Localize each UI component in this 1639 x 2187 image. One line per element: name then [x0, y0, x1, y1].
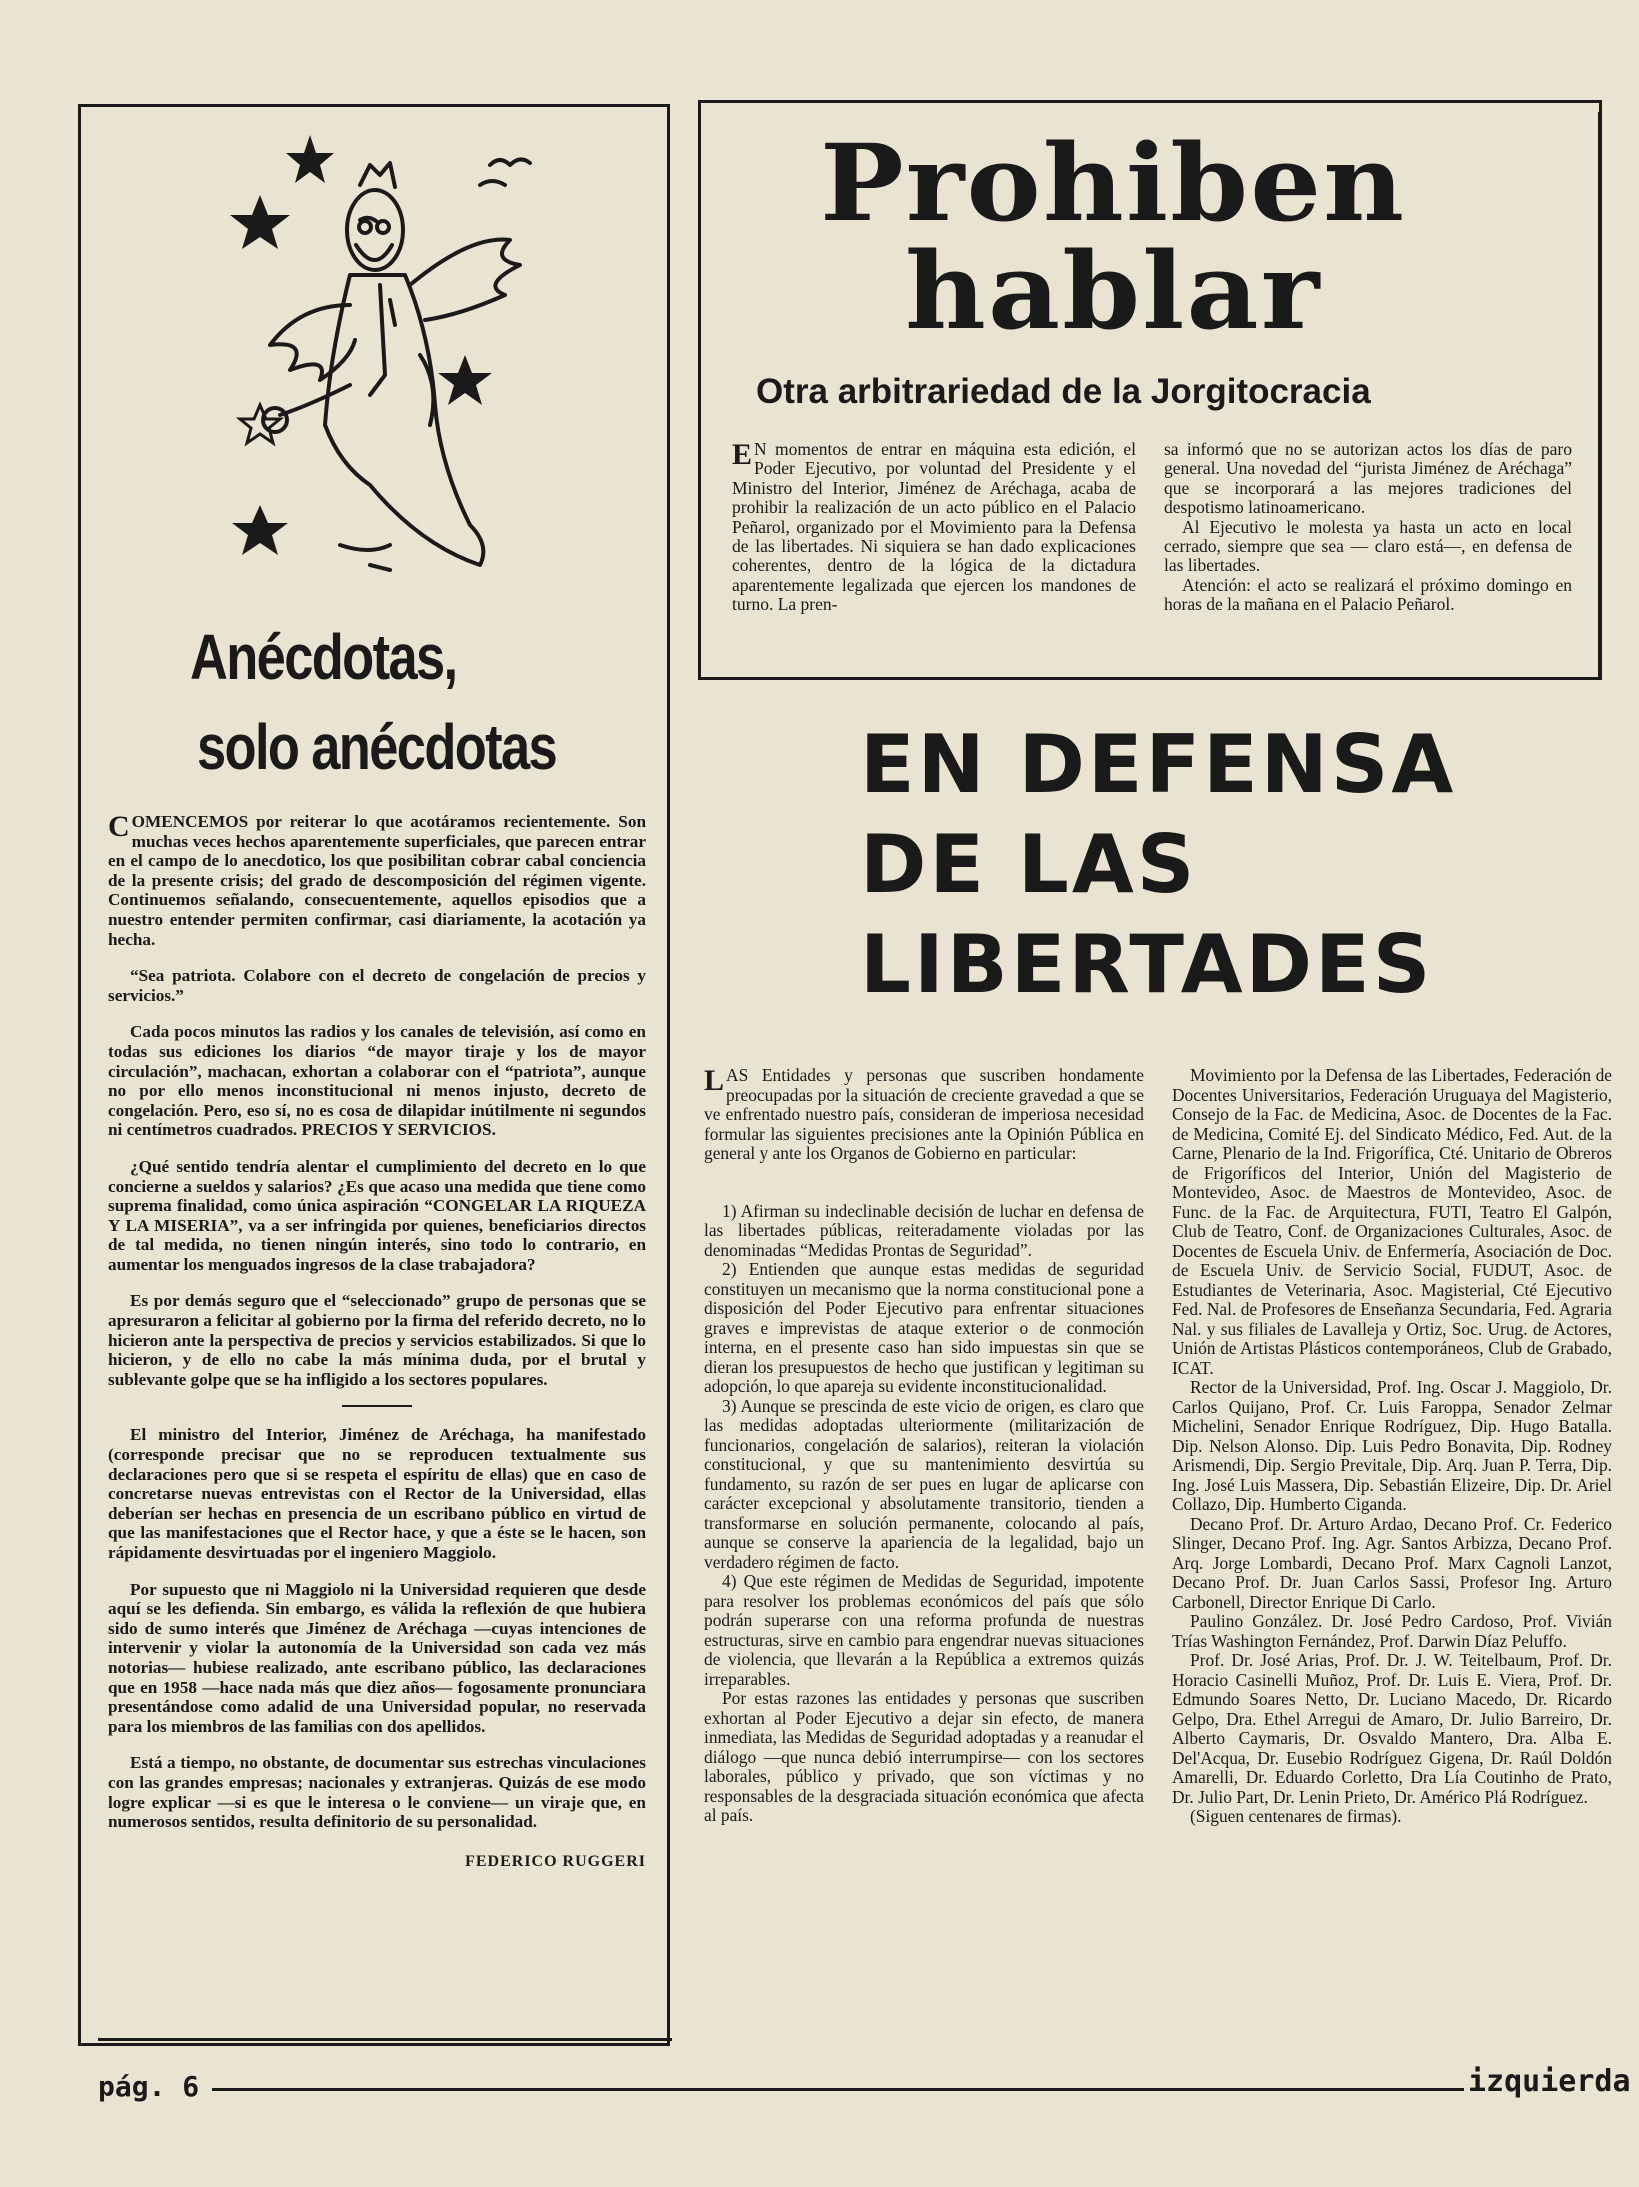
top-col1-text: N momentos de entrar en máquina esta edición, el Poder Ejecutivo, por voluntad del Presidente y el Ministro del Interior, Jiménez de Aréchaga, acaba de prohibir la realización de un acto público en el Palacio Peñarol, organizado por el Movimiento para la Defensa de las libertades. Ni siquiera se han dado explicaciones coherentes, dentro de la lógica de la dictadura aparentemente legalizada que ejercen los mandones de turno. La pren- — [732, 439, 1136, 615]
page-number: pág. 6 — [98, 2070, 200, 2103]
defensa-col2-p1: Movimiento por la Defensa de las Libertades, Federación de Docentes Universitarios, Federación Uruguaya del Magisterio, Consejo de la Fac. de Medicina, Asoc. de Docentes de la Fac. de Medicina, Comité Ej. del Sindicato Médico, Fed. Aut. de la Carne, Plenario de la Ind. Frigorífica, Cté. Unitario de Obreros de Frigoríficos del Interior, Unión del Magisterio de Montevideo, Asoc. de Maestros de Montevideo, Asoc. de Func. de la Fac. de Arquitectura, FUTI, Teatro El Galpón, Club de Teatro, Conf. de Organizaciones Culturales, Asoc. de Docentes de Escuela Univ. de Enfermería, Asociación de Doc. de Escuela Univ. de Servicio Social, FUDUT, Asoc. de Estudiantes de Veterinaria, Asoc. Magisterial, Cté Ejecutivo Fed. Nal. de Profesores de Enseñanza Secundaria, Fed. Agraria Nal. y sus filiales de Lavalleja y Ortiz, Soc. Urug. de Actores, Unión de Artistas Plásticos contemporáneos, Club de Grabado, ICAT. — [1172, 1065, 1612, 1378]
defensa-col1-p3: 2) Entienden que aunque estas medidas de seguridad constituyen un mecanismo que la norma constitucional pone a disposición del Poder Ejecutivo para enfrentar situaciones graves e imprevistas de ataque exterior o de conmoción interna, en el presente caso han sido impuestas sin que se dieran los presupuestos de hecho que justifican y legitiman su adopción, lo que apareja su evidente inconstitucionalidad. — [704, 1259, 1144, 1396]
top-col2-p2: Al Ejecutivo le molesta ya hasta un acto en local cerrado, siempre que sea — claro está—, en defensa de las libertades. — [1164, 516, 1572, 576]
top-col2-p1: sa informó que no se autorizan actos los días de paro general. Una novedad del “jurista Jiménez de Aréchaga” que se incorporará a las mejores tradiciones del despotismo latinoamericano. — [1164, 439, 1572, 518]
left-paragraph-6: El ministro del Interior, Jiménez de Aréchaga, ha manifestado (corresponde precisar que no se reproducen textualmente sus declaraciones pero que si se respeta el espíritu de ellas) que en caso de concretarse nuevas entrevistas con el Rector de la Universidad, ellas deberían ser hechas en presencia de un escribano público en virtud de que las manifestaciones que el Rector hace, y que a éste se le hacen, son rápidamente desvirtuadas por el ingeniero Maggiolo. — [108, 1425, 646, 1562]
left-article-inner-rule — [98, 2038, 672, 2041]
defensa-headline-line3: LIBERTADES — [860, 918, 1434, 1011]
defensa-col1-p2: 1) Afirman su indeclinable decisión de luchar en defensa de las libertades públicas, reiteradamente violadas por las denominadas “Medidas Prontas de Seguridad”. — [704, 1200, 1144, 1260]
defensa-col1 — [704, 1066, 1144, 1826]
top-article-subtitle: Otra arbitrariedad de la Jorgitocracia — [756, 372, 1371, 411]
defensa-col2-p4: Paulino González. Dr. José Pedro Cardoso, Prof. Vivián Trías Washington Fernández, Prof. Darwin Díaz Peluffo. — [1172, 1611, 1612, 1651]
defensa-col2-p5: Prof. Dr. José Arias, Prof. Dr. J. W. Teitelbaum, Prof. Dr. Horacio Casinelli Muñoz, Prof. Dr. Luis E. Viera, Prof. Dr. Edmundo Soares Netto, Dr. Luciano Macedo, Dr. Ricardo Gelpo, Dra. Ethel Arregui de Amaro, Dr. Julio Barreiro, Dr. Alberto Caymaris, Dr. Osvaldo Mantero, Dra. Alba E. Del'Acqua, Dr. Eusebio Rodríguez Gigena, Dr. Raúl Doldón Amarelli, Dr. Eduardo Corletto, Dra Lía Coutinho de Prato, Dr. Julio Part, Dr. Lenin Prieto, Dr. Américo Plá Rodríguez. — [1172, 1650, 1612, 1807]
publication-name: izquierda — [1468, 2064, 1631, 2099]
defensa-col2 — [1172, 1066, 1612, 1827]
defensa-col2-p3: Decano Prof. Dr. Arturo Ardao, Decano Prof. Cr. Federico Slinger, Decano Prof. Ing. Agr. Santos Arbizza, Decano Prof. Arq. Jorge Lombardi, Decano Prof. Marx Cagnoli Lanzot, Decano Prof. Dr. Juan Carlos Sassi, Profesor Ing. Arturo Carbonell, Director Enrique Di Carlo. — [1172, 1513, 1612, 1612]
left-paragraph-1: OMENCEMOS por reiterar lo que acotáramos recientemente. Son muchas veces hechos aparentemente superficiales, que parecen entrar en el campo de lo anecdotico, los que posibilitan cobrar cabal conciencia de la presente crisis; del grado de descomposición del régimen vigente. Continuemos señalando, consecuentemente, aquellos episodios que a nuestro entender permiten confirmar, casi diariamente, la acotación ya hecha. — [108, 812, 646, 949]
defensa-col2-p6: (Siguen centenares de firmas). — [1190, 1806, 1402, 1826]
top-article-col1 — [732, 440, 1136, 615]
top-article-col2 — [1164, 440, 1572, 615]
defensa-col1-p5: 4) Que este régimen de Medidas de Seguridad, impotente para resolver los problemas económicos del país que sólo podrán superarse con una reforma profunda de nuestras estructuras, sirve en cambio para engendrar nuevas situaciones de violencia, que llevarán a la República a extremos quizás irreparables. — [704, 1571, 1144, 1689]
defensa-headline-line1: EN DEFENSA — [860, 718, 1457, 811]
defensa-headline-line2: DE LAS — [860, 818, 1198, 911]
top-article-headline-line1: Prohiben — [820, 120, 1407, 245]
drop-cap: E — [732, 438, 753, 471]
left-paragraph-8: Está a tiempo, no obstante, de documentar sus estrechas vinculaciones con las grandes empresas; nacionales y extranjeras. Quizás de ese modo logre explicar —si es que le interesa o le conviene— un viraje que, en numerosos sentidos, resulta definitorio de su personalidad. — [108, 1753, 646, 1832]
left-article-title-line2: solo anécdotas — [197, 711, 557, 783]
drop-cap: C — [108, 810, 130, 843]
signature: FEDERICO RUGGERI — [465, 1852, 646, 1870]
footer-rule — [212, 2088, 1464, 2091]
left-article-title-line1: Anécdotas, — [190, 621, 457, 693]
defensa-col1-p1: AS Entidades y personas que suscriben hondamente preocupadas por la situación de creciente gravedad a que se ve enfrentado nuestro país, consideran de imperiosa necesidad formular las siguientes precisiones ante la Opinión Pública en general y ante los Organos de Gobierno en particular: — [704, 1065, 1144, 1163]
angel-cartoon-illustration — [220, 125, 540, 595]
defensa-col1-p6: Por estas razones las entidades y personas que suscriben exhortan al Poder Ejecutivo a dejar sin efecto, de manera inmediata, las Medidas de Seguridad adoptadas y a reanudar el diálogo —que nunca debió interrumpirse— con los sectores laborales, público y privado, que son víctimas y no responsables de la desgraciada situación económica que afecta al país. — [704, 1688, 1144, 1825]
drop-cap: L — [704, 1064, 725, 1097]
defensa-col2-p2: Rector de la Universidad, Prof. Ing. Oscar J. Maggiolo, Dr. Carlos Quijano, Prof. Cr. Luis Faroppa, Senador Zelmar Michelini, Senador Enrique Rodríguez, Dip. Hugo Batalla. Dip. Nelson Alonso. Dip. Luis Pedro Bonavita, Dip. Rodney Arismendi, Dip. Sergio Previtale, Dip. Arq. Juan P. Terra, Dip. Ing. José Luis Massera, Dip. Sebastián Elizeire, Dip. Dr. Ariel Collazo, Dip. Humberto Ciganda. — [1172, 1377, 1612, 1514]
top-col2-p3: Atención: el acto se realizará el próximo domingo en horas de la mañana en el Palacio Peñarol. — [1164, 574, 1572, 615]
top-article-shadow-rule — [1598, 112, 1602, 678]
top-article-headline-line2: hablar — [905, 228, 1322, 353]
left-article-body — [108, 812, 646, 1871]
defensa-col1-p4: 3) Aunque se prescinda de este vicio de origen, es claro que las medidas adoptadas ulteriormente (militarización de funcionarios, congelación de salarios), reiteran la violación constitucional, y que su mantenimiento desvirtúa su fundamento, su razón de ser pues en lugar de aplicarse con carácter excepcional y absolutamente transitorio, tienden a transformarse en solución permanente, colocando al país, aunque se conserve la apariencia de la legalidad, bajo un verdadero régimen de facto. — [704, 1395, 1144, 1572]
left-paragraph-3: Cada pocos minutos las radios y los canales de televisión, así como en todas sus ediciones los diarios “de mayor tiraje y los de mayor circulación”, machacan, exhortan a colaborar con el “patriota”, aunque no por ello menos inconstitucional ni menos injusto, decreto de congelación. Pero, eso sí, no es cosa de dilapidar inútilmente ni segundos ni centímetros cuadrados. PRECIOS Y SERVICIOS. — [108, 1022, 646, 1140]
left-paragraph-5: Es por demás seguro que el “seleccionado” grupo de personas que se apresuraron a felicitar al gobierno por la firma del referido decreto, no lo hicieron ante la perspectiva de precios y servicios estabilizados. Si que lo hicieron, y de ello no cabe la más mínima duda, por el brutal y sublevante golpe que se ha infligido a los sectores populares. — [108, 1291, 646, 1389]
left-paragraph-7: Por supuesto que ni Maggiolo ni la Universidad requieren que desde aquí se les defienda. Sin embargo, es válida la reflexión de que hubiera sido de sumo interés que Jiménez de Aréchaga —cuyas intenciones de intervenir y violar la autonomía de la Universidad son cada vez más notorias— hubiese realizado, ante escribano público, las declaraciones que en 1958 —hace nada más que diez años— fogosamente pronunciara presentándose como adalid de una Universidad popular, no reservada para los miembros de las familias con dos apellidos. — [108, 1579, 646, 1736]
left-paragraph-2: “Sea patriota. Colabore con el decreto de congelación de precios y servicios.” — [108, 966, 646, 1005]
left-paragraph-4: ¿Qué sentido tendría alentar el cumplimiento del decreto en lo que concierne a sueldos y salarios? ¿Es que acaso una medida que tiene como suprema finalidad, como única aspiración “CONGELAR LA RIQUEZA Y LA MISERIA”, va a ser infringida por quienes, beneficiarios directos de tal medida, no tienen ningún interés, sino todo lo contrario, en aumentar los menguados ingresos de la clase trabajadora? — [108, 1156, 646, 1274]
